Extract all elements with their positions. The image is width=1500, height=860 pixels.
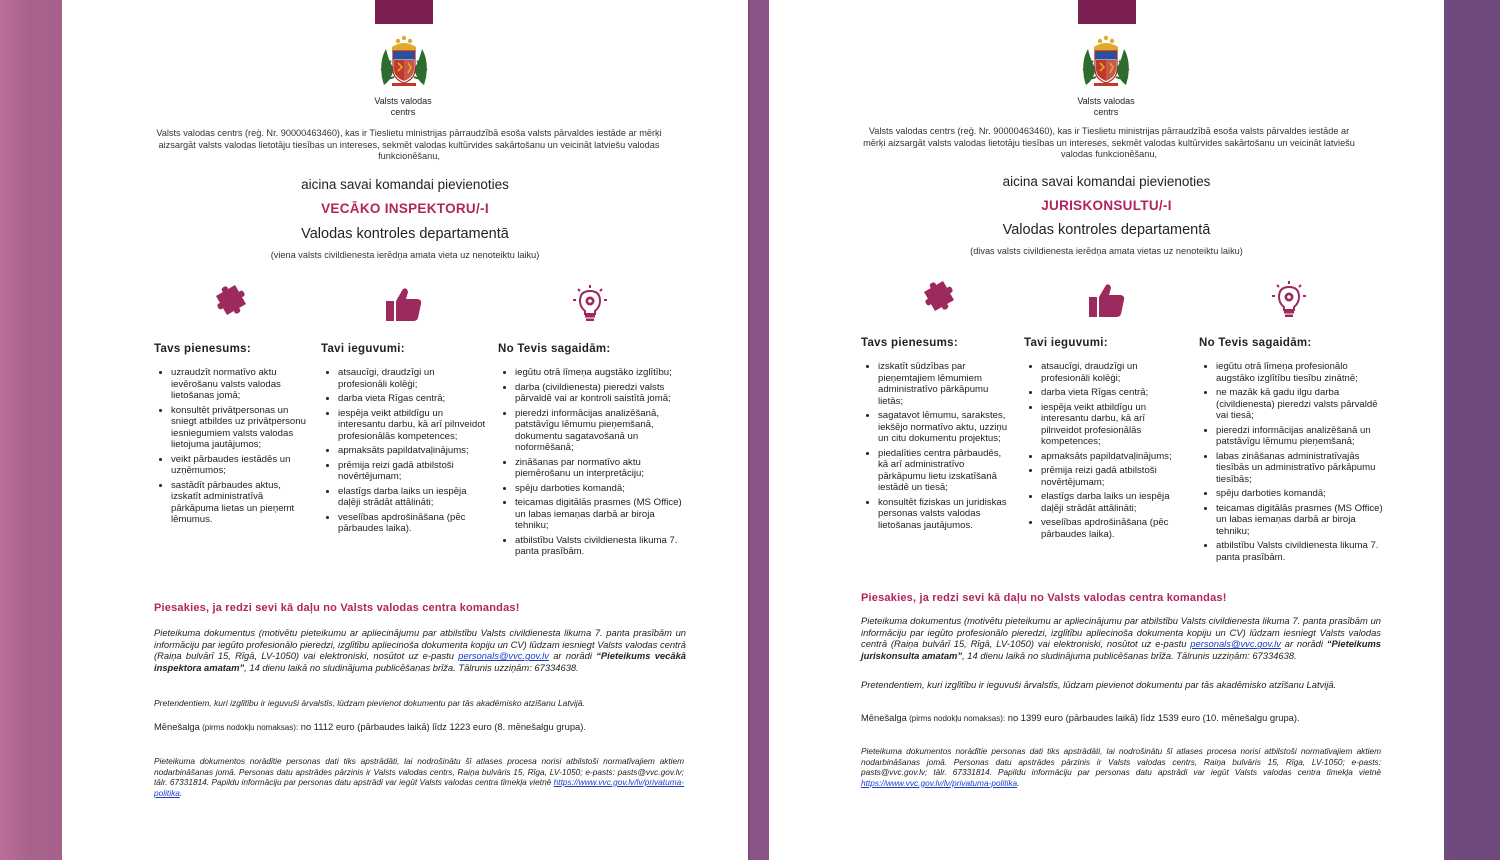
apply-text-mid: ar norādi	[1284, 638, 1323, 650]
invite-text: aicina savai komandai pievienoties	[1002, 174, 1211, 189]
privacy-text: Pieteikuma dokumentos norādītie personas dati tiks apstrādāti, lai nodrošinātu šī atlases procesa norisi atbilstoši normatīvajiem aktiem nodarbināšanas jomā. Personas datu apstrādes pārzinis ir Valsts valodas centrs, Raiņa bulvāris 15, Rīga, LV-1050; e-pasts: pasts@vvc.gov.lv; tālr. 67331814.	[154, 756, 684, 787]
invite-text: aicina savai komandai pievienoties	[301, 177, 509, 192]
org-name-line-2: centrs	[390, 107, 416, 117]
apply-text-post: , 14 dienu laikā no sludinājuma publicēšanas brīža. Tālrunis uzziņām: 67334638.	[244, 661, 579, 673]
apply-subject: “Pieteikums juriskonsulta amatam”	[861, 638, 1382, 661]
list-item: • piedalīties centra pārbaudēs, kā arī administratīvo pārkāpumu lietu izskatīšanā iestādē un tiesā;	[878, 448, 1013, 494]
benefits-list	[321, 367, 486, 535]
requirements-list	[1199, 361, 1384, 563]
header-tab	[375, 0, 433, 24]
salary-label: Mēnešalga	[154, 721, 200, 732]
contribution-list	[154, 367, 309, 526]
list-item: • apmaksāts papildatvaļinājums;	[338, 445, 486, 457]
list-item: • prēmija reizi gadā atbilstoši novērtējumam;	[338, 460, 486, 483]
vacancy-note: (divas valsts civildienesta ierēdņa amata vietas uz nenoteiktu laiku)	[970, 246, 1243, 256]
contribution-title: Tavs pienesums:	[154, 343, 251, 355]
email-link[interactable]: personals@vvc.gov.lv	[1190, 638, 1281, 650]
vacancy-note: (viena valsts civildienesta ierēdņa amata vieta uz nenoteiktu laiku)	[270, 250, 540, 260]
lightbulb-gear-icon	[1267, 279, 1311, 319]
list-item: • darba vieta Rīgas centrā;	[338, 393, 486, 405]
requirements-list	[498, 367, 683, 558]
list-item: • iespēja veikt atbildīgu un interesantu darbu, kā arī pilnveidot profesionālās kompetences;	[1041, 402, 1186, 448]
list-item: • iegūtu otrā līmeņa profesionālo augstāko izglītību tiesību zinātnē;	[1216, 361, 1384, 384]
call-to-action: Piesakies, ja redzi sevi kā daļu no Valsts valodas centra komandas!	[861, 592, 1227, 604]
list-item: • iespēja veikt atbildīgu un interesantu darbu, kā arī pilnveidot profesionālās kompetences;	[338, 408, 486, 443]
list-item: • uzraudzīt normatīvo aktu ievērošanu valsts valodas lietošanas jomā;	[171, 367, 309, 402]
application-instructions	[861, 615, 1381, 661]
benefits-column	[321, 343, 486, 538]
list-item: • apmaksāts papildatvaļinājums;	[1041, 451, 1186, 463]
privacy-more-text: Papildu informāciju par personas datu apstrādi var iegūt Valsts valodas centra tīmekļa vietnē	[998, 767, 1381, 777]
requirements-title: No Tevis sagaidām:	[498, 343, 611, 355]
list-item: • iegūtu otrā līmeņa augstāko izglītību;	[515, 367, 683, 379]
lightbulb-gear-icon	[568, 283, 612, 323]
thumbs-up-icon	[1084, 281, 1128, 321]
latvia-coat-of-arms-icon	[378, 33, 430, 93]
organization-name	[1056, 96, 1156, 118]
list-item: • konsultēt fiziskas un juridiskas personas valsts valodas lietošanas jautājumos.	[878, 497, 1013, 532]
list-item: • izskatīt sūdzības par pieņemtajiem lēmumiem administratīvo pārkāpumu lietās;	[878, 361, 1013, 407]
thumbs-up-icon	[381, 285, 425, 325]
org-name-line-1: Valsts valodas	[374, 96, 432, 106]
requirements-title: No Tevis sagaidām:	[1199, 337, 1312, 349]
department-name: Valodas kontroles departamentā	[301, 226, 509, 242]
list-item: • zināšanas par normatīvo aktu piemērošanu un interpretāciju;	[515, 457, 683, 480]
organization-name	[353, 96, 453, 118]
foreign-education-note: Pretendentiem, kuri izglītību ir ieguvuši ārvalstīs, lūdzam pievienot dokumentu par tās akadēmisko atzīšanu Latvijā.	[154, 698, 585, 708]
list-item: • teicamas digitālās prasmes (MS Office) un labas iemaņas darbā ar biroja tehniku;	[515, 497, 683, 532]
requirements-column	[1199, 337, 1384, 566]
department-name: Valodas kontroles departamentā	[1002, 222, 1211, 238]
list-item: • spēju darboties komandā;	[515, 483, 683, 495]
position-title: VECĀKO INSPEKTORU/-I	[321, 201, 489, 216]
org-name-line-1: Valsts valodas	[1077, 96, 1135, 106]
puzzle-icon	[208, 283, 252, 323]
intro-text: Valsts valodas centrs (reģ. Nr. 90000463460), kas ir Tieslietu ministrijas pārraudzībā esoša valsts pārvaldes iestāde ar mērķi aizsargāt valsts valodas lietotāju tiesības un intereses, sekmēt valodas kultūrvides sakārtošanu un veicināt latviešu valodas funkcionēšanu,	[156, 128, 662, 161]
list-item: • pieredzi informācijas analizēšanā un patstāvīgu lēmumu pieņemšanā;	[1216, 425, 1384, 448]
list-item: • atsaucīgi, draudzīgi un profesionāli kolēģi;	[338, 367, 486, 390]
benefits-title: Tavi ieguvumi:	[321, 343, 405, 355]
email-link[interactable]: personals@vvc.gov.lv	[458, 650, 549, 662]
list-item: • atbilstību Valsts civildienesta likuma 7. panta prasībām.	[515, 535, 683, 558]
privacy-notice: Pieteikuma dokumentos norādītie personas dati tiks apstrādāti, lai nodrošinātu šī atlases procesa norisi atbilstoši normatīvajiem aktiem nodarbināšanas jomā. Personas datu apstrādes pārzinis ir Valsts valodas centrs, Raiņa bulvāris 15, Rīga, LV-1050; e-pasts: pasts@vvc.gov.lv; tālr. 67331814. Papildu informāciju par personas datu apstrādi var iegūt Valsts valodas centra tīmekļa vietnē https://www.vvc.gov.lv/lv/privatuma-politika.	[154, 756, 684, 798]
apply-subject: “Pieteikums vecākā inspektora amatam”	[154, 650, 687, 673]
call-to-action: Piesakies, ja redzi sevi kā daļu no Valsts valodas centra komandas!	[154, 602, 520, 614]
privacy-notice: Pieteikuma dokumentos norādītie personas dati tiks apstrādāti, lai nodrošinātu šī atlases procesa norisi atbilstoši normatīvajiem aktiem nodarbināšanas jomā. Personas datu apstrādes pārzinis ir Valsts valodas centrs, Raiņa bulvāris 15, Rīga, LV-1050; e-pasts: pasts@vvc.gov.lv; tālr. 67331814. Papildu informāciju par personas datu apstrādi var iegūt Valsts valodas centra tīmekļa vietnē https://www.vvc.gov.lv/lv/privatuma-politika.	[861, 746, 1381, 788]
salary-range: no 1399 euro (pārbaudes laikā) līdz 1539 euro (10. mēnešalgu grupa).	[1005, 712, 1300, 723]
list-item: • darba (civildienesta) pieredzi valsts pārvaldē vai ar kontroli saistītā jomā;	[515, 382, 683, 405]
salary-label: Mēnešalga	[861, 712, 907, 723]
intro-text: Valsts valodas centrs (reģ. Nr. 90000463460), kas ir Tieslietu ministrijas pārraudzībā esoša valsts pārvaldes iestāde ar mērķi aizsargāt valsts valodas lietotāju tiesības un intereses, sekmēt valodas kultūrvides sakārtošanu un veicināt latviešu valodas funkcionēšanu,	[863, 126, 1355, 159]
org-name-line-2: centrs	[1093, 107, 1119, 117]
list-item: • prēmija reizi gadā atbilstoši novērtējumam;	[1041, 465, 1186, 488]
salary-info	[154, 721, 586, 732]
list-item: • sastādīt pārbaudes aktus, izskatīt administratīvā pārkāpuma lietas un pieņemt lēmumus.	[171, 480, 309, 526]
contribution-column	[154, 343, 309, 529]
job-ad-page-senior-inspector	[62, 0, 748, 860]
list-item: • elastīgs darba laiks un iespēja daļēji strādāt attālināti;	[338, 486, 486, 509]
list-item: • darba vieta Rīgas centrā;	[1041, 387, 1186, 399]
list-item: • sagatavot lēmumu, sarakstes, iekšējo normatīvo aktu, uzziņu un citu dokumentu projektus;	[878, 410, 1013, 445]
privacy-link[interactable]: https://www.vvc.gov.lv/lv/privatuma-politika	[861, 777, 1018, 788]
foreign-education-note: Pretendentiem, kuri izglītību ir ieguvuši ārvalstīs, lūdzam pievienot dokumentu par tās akadēmisko atzīšanu Latvijā.	[861, 679, 1337, 690]
privacy-more-text: Papildu informāciju par personas datu apstrādi var iegūt Valsts valodas centra tīmekļa vietnē	[211, 777, 552, 787]
position-title: JURISKONSULTU/-I	[1041, 198, 1172, 213]
list-item: • spēju darboties komandā;	[1216, 488, 1384, 500]
list-item: • konsultēt privātpersonas un sniegt atbildes uz privātpersonu iesniegumiem valsts valodas lietojuma jautājumos;	[171, 405, 309, 451]
list-item: • labas zināšanas administratīvajās tiesībās un administratīvo pārkāpumu tiesībās;	[1216, 451, 1384, 486]
apply-text-mid: ar norādi	[553, 650, 592, 662]
salary-note: (pirms nodokļu nomaksas):	[199, 723, 299, 732]
application-instructions	[154, 627, 686, 673]
list-item: • ne mazāk kā gadu ilgu darba (civildienesta) pieredzi valsts pārvaldē vai tiesā;	[1216, 387, 1384, 422]
job-ad-page-legal-advisor	[769, 0, 1444, 860]
privacy-text: Pieteikuma dokumentos norādītie personas dati tiks apstrādāti, lai nodrošinātu šī atlases procesa norisi atbilstoši normatīvajiem aktiem nodarbināšanas jomā. Personas datu apstrādes pārzinis ir Valsts valodas centrs, Raiņa bulvāris 15, Rīga, LV-1050; e-pasts: pasts@vvc.gov.lv; tālr. 67331814.	[861, 746, 1381, 777]
list-item: • elastīgs darba laiks un iespēja daļēji strādāt attālināti;	[1041, 491, 1186, 514]
apply-text: Pieteikuma dokumentus (motivētu pieteikumu ar apliecinājumu par atbilstību Valsts civildienesta likuma 7. panta prasībām un informāciju par iegūto profesionālo pieredzi, izglītību apliecinoša dokumenta kopiju un CV) lūdzam iesniegt Valsts valodas centrā (Raiņa bulvārī 15, Rīgā, LV-1050) vai elektroniski, nosūtot uz e-pastu	[154, 627, 686, 662]
latvia-coat-of-arms-icon	[1080, 33, 1132, 93]
list-item: • atbilstību Valsts civildienesta likuma 7. panta prasībām.	[1216, 540, 1384, 563]
list-item: • pieredzi informācijas analizēšanā, patstāvīgu lēmumu pieņemšanā, dokumentu sagatavošanā un noformēšanā;	[515, 408, 683, 454]
list-item: • veselības apdrošināšana (pēc pārbaudes laika).	[1041, 517, 1186, 540]
apply-text: Pieteikuma dokumentus (motivētu pieteikumu ar apliecinājumu par atbilstību Valsts civildienesta likuma 7. panta prasībām un informāciju par iegūto profesionālo pieredzi, izglītību apliecinoša dokumenta kopiju un CV) lūdzam iesniegt Valsts valodas centrā (Raiņa bulvārī 15, Rīgā, LV-1050) vai elektroniski, nosūtot uz e-pastu	[861, 615, 1381, 650]
apply-text-post: , 14 dienu laikā no sludinājuma publicēšanas brīža. Tālrunis uzziņām: 67334638.	[962, 649, 1297, 661]
contribution-list	[861, 361, 1013, 531]
benefits-title: Tavi ieguvumi:	[1024, 337, 1108, 349]
list-item: • veikt pārbaudes iestādēs un uzņēmumos;	[171, 454, 309, 477]
list-item: • veselības apdrošināšana (pēc pārbaudes laika).	[338, 512, 486, 535]
salary-note: (pirms nodokļu nomaksas):	[906, 714, 1006, 723]
salary-range: no 1112 euro (pārbaudes laikā) līdz 1223 euro (8. mēnešalgu grupa).	[298, 721, 586, 732]
salary-info	[861, 712, 1300, 723]
privacy-link[interactable]: https://www.vvc.gov.lv/lv/privatuma-politika	[154, 777, 684, 798]
benefits-column	[1024, 337, 1186, 543]
contribution-column	[861, 337, 1013, 534]
requirements-column	[498, 343, 683, 561]
puzzle-icon	[916, 279, 960, 319]
list-item: • atsaucīgi, draudzīgi un profesionāli kolēģi;	[1041, 361, 1186, 384]
contribution-title: Tavs pienesums:	[861, 337, 958, 349]
header-tab	[1078, 0, 1136, 24]
list-item: • teicamas digitālās prasmes (MS Office) un labas iemaņas darbā ar biroja tehniku;	[1216, 503, 1384, 538]
benefits-list	[1024, 361, 1186, 540]
